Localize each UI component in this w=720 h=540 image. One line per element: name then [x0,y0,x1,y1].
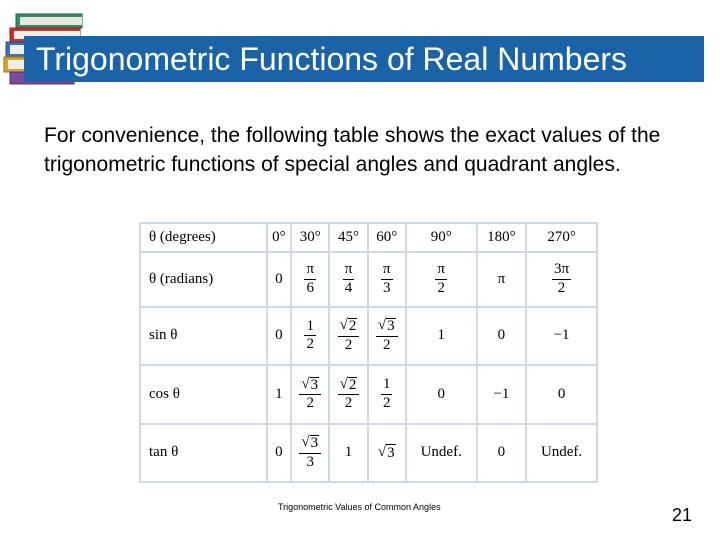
row-label-cos: cos θ [141,366,266,422]
intro-paragraph: For convenience, the following table shows the exact values of the trigonometric functions of special angles and quadrant angles. [44,124,661,176]
header-cell: 30° [292,224,328,251]
fraction [552,262,571,297]
table-cell [292,425,328,481]
numerator [338,377,360,396]
table-cell [292,253,328,306]
numerator [299,435,321,454]
numerator: π [343,262,355,280]
numerator [376,318,398,337]
table-cell: 0 [478,425,526,481]
table-cell: 1 [330,425,366,481]
radical [378,444,396,462]
table-cell [292,308,328,364]
denominator: 2 [437,279,445,296]
table-cell: −1 [527,308,596,364]
radical [340,377,358,394]
table-row-cos [141,366,596,422]
radical-sign: √ [301,375,310,392]
table-cell: π [478,253,526,306]
row-label-sin: sin θ [141,308,266,364]
table-cell: 0 [478,308,526,364]
numerator: 3π [552,262,571,280]
radical-sign: √ [339,317,348,334]
table-row-tan [141,425,596,481]
table-cell [527,253,596,306]
fraction [299,377,321,413]
radical [301,435,319,452]
radical [301,377,319,394]
radicand: 2 [348,318,357,335]
table-row-sin [141,308,596,364]
table-cell: −1 [478,366,526,422]
denominator: 2 [306,395,314,412]
radical-sign: √ [301,434,310,451]
numerator: 1 [304,319,316,337]
header-cell: 45° [330,224,366,251]
table-caption: Trigonometric Values of Common Angles [278,502,441,512]
radical [378,318,396,335]
table-cell [369,366,405,422]
denominator: 4 [344,279,353,296]
header-cell: 180° [478,224,526,251]
fraction [381,262,393,297]
radicand: 3 [310,376,319,393]
fraction [435,262,447,297]
table-cell: 0 [268,425,291,481]
table-row-degrees [141,224,596,251]
numerator: π [435,262,447,280]
radical-sign: √ [339,375,348,392]
trig-values-table [139,222,598,483]
table-cell [369,253,405,306]
table-cell [407,253,476,306]
table-cell [369,308,405,364]
radicand: 2 [348,376,357,393]
table-cell: 0 [268,308,291,364]
fraction [304,319,316,354]
denominator: 2 [344,395,353,412]
table-cell: 1 [407,308,476,364]
radicand: 3 [387,444,395,461]
table-cell: Undef. [407,425,476,481]
table-cell [369,425,405,481]
table-cell [330,253,366,306]
table-cell: Undef. [527,425,596,481]
slide-title: Trigonometric Functions of Real Numbers [36,41,628,77]
numerator [338,318,360,337]
fraction [343,262,355,297]
radicand: 3 [387,318,395,335]
table-cell: 0 [407,366,476,422]
table-cell [330,308,366,364]
denominator: 6 [306,279,314,296]
fraction [299,435,321,471]
table-row-radians [141,253,596,306]
header-cell: 270° [527,224,596,251]
table-cell: 0 [268,253,291,306]
header-cell: 0° [268,224,291,251]
radical [340,318,358,335]
row-label-tan: tan θ [141,425,266,481]
fraction [376,318,398,354]
table-cell: 0 [527,366,596,422]
row-label-radians: θ (radians) [141,253,266,306]
denominator: 3 [382,279,391,296]
table-cell [292,366,328,422]
fraction [304,262,316,297]
fraction [338,318,360,354]
header-cell: θ (degrees) [141,224,266,251]
denominator: 2 [344,336,353,353]
header-cell: 60° [369,224,405,251]
denominator: 2 [382,336,391,353]
numerator: 1 [381,377,393,395]
table-cell [330,366,366,422]
denominator: 2 [306,336,314,353]
page-number: 21 [672,505,693,525]
fraction [381,377,393,412]
radical-sign: √ [377,443,387,460]
denominator: 2 [382,394,391,411]
numerator: π [381,262,393,280]
radicand: 3 [310,435,319,452]
numerator [299,377,321,396]
denominator: 2 [557,279,566,296]
radical-sign: √ [377,317,387,334]
header-cell: 90° [407,224,476,251]
fraction [338,377,360,413]
table-cell: 1 [268,366,291,422]
numerator: π [304,262,316,280]
denominator: 3 [306,453,314,470]
